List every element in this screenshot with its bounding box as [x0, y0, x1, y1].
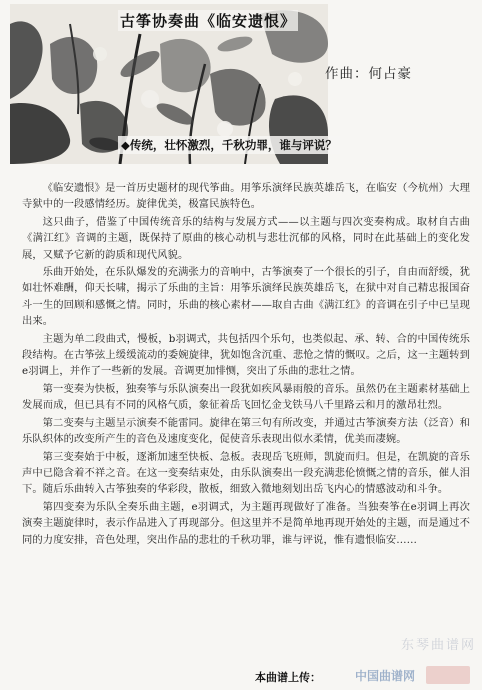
paragraph-structure: 这只曲子，借鉴了中国传统音乐的结构与发展方式——以主题与四次变奏构成。取材自古曲《满江红》音调的主题，既保持了原曲的核心动机与悲壮沉郁的风格，同时在此基础上的变化发展，又赋予它新的韵质和现代风貌。 — [22, 215, 470, 261]
page-title: 古筝协奏曲《临安遗恨》 — [120, 12, 297, 30]
paragraph-variation-3: 第三变奏始于中板，逐渐加速至快板、急板。表现岳飞班师，凯旋而归。但是，在凯旋的音乐声中已隐含着不祥之音。在这一变奏结束处，由乐队演奏出一段充满悲伦愤慨之情的音乐，催人泪下。随后乐曲转入古筝独奏的华彩段，散板，细致入微地刻划出岳飞内心的情感波动和斗争。 — [22, 450, 470, 496]
site-logo-stamp — [426, 666, 470, 684]
upload-credit-label: 本曲谱上传： — [255, 671, 321, 684]
paragraph-theme: 主题为单二段曲式，慢板，b羽调式，共包括四个乐句，也类似起、承、转、合的中国传统乐段结构。在古筝弦上缓缓流动的委婉旋律，犹如饱含沉重、悲怆之情的慨叹。之后，这一主题转到e羽调上，并作了一些新的发展。音调更加悱恻，突出了乐曲的悲壮之情。 — [22, 332, 470, 378]
paragraph-opening: 乐曲开始处，在乐队爆发的充满张力的音响中，古筝演奏了一个很长的引子，自由而舒缓，犹如壮怀难酬，仰天长啸，揭示了乐曲的主旨：用筝乐演绎民族英雄岳飞，在狱中对自己精忠报国奋斗一生的回顾和感慨之情。同时，乐曲的核心素材——取自古曲《满江红》的音调在引子中已呈现出来。 — [22, 266, 470, 328]
side-watermark: 东琴曲谱网 — [400, 638, 476, 653]
composer-credit: 作曲：何占豪 — [325, 66, 412, 82]
paragraph-variation-2: 第二变奏与主题呈示演奏不能雷同。旋律在第三句有所改变，并通过古筝演奏方法（泛音）和乐队织体的改变所产生的音色及速度变化，促使音乐表现出似水柔情，优美而凄婉。 — [22, 416, 470, 446]
paragraph-variation-1: 第一变奏为快板，独奏筝与乐队演奏出一段犹如疾风暴雨般的音乐。虽然仍在主题素材基础上发展而成，但已具有不同的风格气质，象征着岳飞回忆金戈铁马八千里路云和月的激昂壮烈。 — [22, 382, 470, 412]
paragraph-variation-4: 第四变奏为乐队全奏乐曲主题，e羽调式，为主题再现做好了准备。当独奏筝在e羽调上再次演奏主题旋律时，表示作品进入了再现部分。但这里并不是简单地再现开始处的主题，而是通过不同的力度安排，音色处理，突出作品的悲壮的千秋功罪，谁与评说，惟有遗恨临安…… — [22, 500, 470, 546]
page-footer — [0, 664, 482, 690]
subtitle-tagline: ◆传统，壮怀激烈，千秋功罪，谁与评说？ — [118, 136, 340, 154]
site-watermark: 中国曲谱网 — [355, 669, 416, 683]
article-body — [22, 180, 470, 549]
paragraph-intro: 《临安遗恨》是一首历史题材的现代筝曲。用筝乐演绎民族英雄岳飞，在临安（今杭州）大理寺狱中的一段感情经历。旋律优美，极富民族特色。 — [22, 182, 470, 211]
